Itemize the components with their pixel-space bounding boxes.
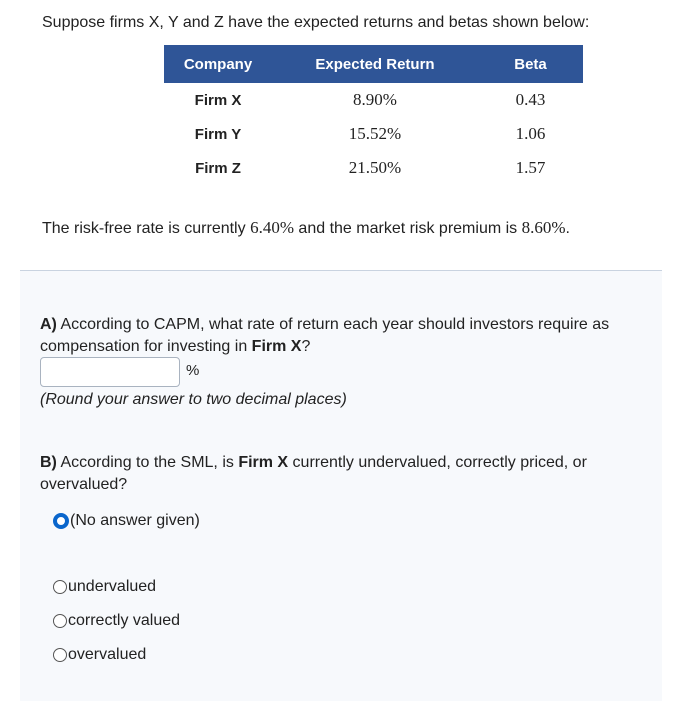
beta-cell: 1.06 — [515, 124, 546, 143]
header-expected-return: Expected Return — [272, 45, 478, 83]
question-b — [40, 452, 650, 496]
radio-no-answer[interactable] — [53, 510, 200, 532]
question-a-label: A) — [40, 316, 57, 333]
radio-circle-icon — [53, 648, 67, 662]
radio-label: undervalued — [68, 578, 157, 595]
radio-correctly-valued[interactable] — [53, 610, 180, 632]
company-cell: Firm Y — [194, 125, 242, 143]
rounding-note: (Round your answer to two decimal places) — [40, 391, 347, 408]
question-a-bold: Firm X — [251, 338, 302, 355]
market-risk-premium: 8.60% — [521, 218, 566, 237]
table-row — [164, 151, 583, 185]
beta-cell: 0.43 — [515, 90, 546, 109]
question-b-bold: Firm X — [238, 454, 289, 471]
radio-overvalued[interactable] — [53, 644, 146, 666]
table-header-row — [164, 45, 583, 83]
radio-undervalued[interactable] — [53, 576, 156, 598]
risk-free-rate: 6.40% — [250, 218, 294, 237]
question-a — [40, 314, 650, 358]
expected-return-cell: 21.50% — [348, 158, 402, 177]
company-cell: Firm Z — [195, 159, 241, 177]
answer-input[interactable] — [40, 357, 180, 387]
question-context — [22, 0, 662, 268]
percent-unit: % — [186, 362, 200, 379]
question-b-text-1: According to the SML, is — [56, 454, 239, 471]
radio-circle-icon — [53, 580, 67, 594]
question-b-text-2: currently undervalued, correctly priced, or overvalued? — [40, 454, 587, 493]
beta-cell: 1.57 — [515, 158, 546, 177]
header-beta: Beta — [478, 45, 583, 83]
rates-text-2: and the market risk premium is — [293, 220, 522, 237]
radio-label: overvalued — [68, 646, 147, 663]
rates-text-1: The risk-free rate is currently — [42, 220, 251, 237]
rates-text-3: . — [565, 220, 570, 237]
rates-sentence — [42, 218, 570, 238]
company-cell: Firm X — [194, 91, 242, 109]
intro-text: Suppose firms X, Y and Z have the expected returns and betas shown below: — [42, 14, 590, 31]
header-company: Company — [164, 45, 272, 83]
question-a-text-1: According to CAPM, what rate of return each year should investors require as compensation for investing in — [40, 316, 610, 355]
returns-table — [164, 45, 583, 185]
radio-selected-icon — [53, 513, 69, 529]
question-a-text-2: ? — [301, 338, 311, 355]
table-row — [164, 117, 583, 151]
radio-circle-icon — [53, 614, 67, 628]
expected-return-cell: 15.52% — [348, 124, 402, 143]
question-b-label: B) — [40, 454, 57, 471]
expected-return-cell: 8.90% — [353, 90, 397, 109]
radio-label: correctly valued — [68, 612, 181, 629]
table-row — [164, 83, 583, 117]
questions-panel — [20, 270, 662, 701]
radio-label: (No answer given) — [70, 512, 200, 529]
